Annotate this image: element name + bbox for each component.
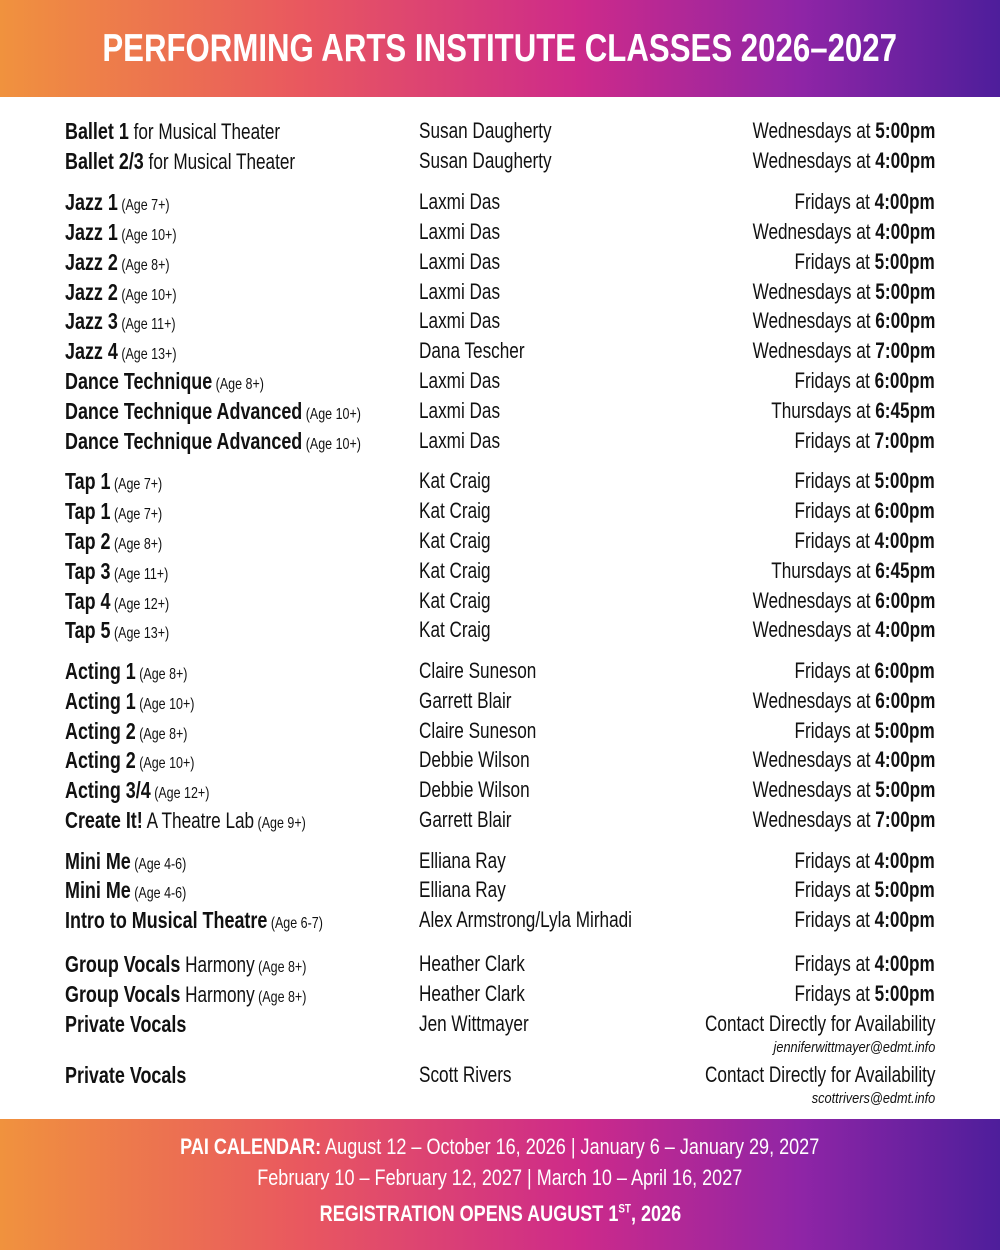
- schedule-time: 4:00pm: [874, 907, 935, 932]
- class-title: [65, 498, 162, 525]
- class-schedule: [752, 118, 935, 144]
- table-row: [0, 249, 1000, 279]
- class-name: Group Vocals: [65, 981, 181, 1007]
- class-title: [65, 1011, 186, 1038]
- class-title: [65, 219, 176, 246]
- class-schedule: [705, 1011, 935, 1037]
- schedule-time: 6:45pm: [874, 398, 935, 423]
- class-title: [65, 1062, 186, 1089]
- class-schedule: [795, 528, 935, 554]
- class-title: [65, 189, 170, 216]
- schedule-day: Fridays at: [794, 428, 875, 453]
- class-title: [65, 848, 186, 875]
- table-row: [0, 558, 1000, 588]
- class-age: (Age 8+): [117, 257, 170, 274]
- class-modifier: Harmony: [180, 952, 255, 977]
- contact-email-link[interactable]: jenniferwittmayer@edmt.info: [773, 1039, 935, 1056]
- instructor-name: Debbie Wilson: [419, 747, 530, 772]
- class-schedule: [795, 368, 935, 394]
- table-row: [0, 1011, 1000, 1041]
- class-name: Ballet 2/3: [65, 148, 144, 174]
- schedule-time: 5:00pm: [874, 279, 935, 304]
- class-name: Private Vocals: [65, 1062, 187, 1088]
- schedule-time: 4:00pm: [874, 848, 935, 873]
- schedule-time: 5:00pm: [874, 877, 935, 902]
- instructor-name: Kat Craig: [419, 588, 491, 613]
- class-name: Jazz 4: [65, 338, 118, 364]
- class-age: (Age 11+): [110, 566, 169, 583]
- instructor-name: Scott Rivers: [419, 1062, 512, 1087]
- table-row: [0, 718, 1000, 748]
- class-name: Tap 1: [65, 468, 111, 494]
- schedule-day: Wednesdays at: [752, 617, 875, 642]
- class-name: Mini Me: [65, 848, 131, 874]
- schedule-day: Fridays at: [794, 249, 875, 274]
- registration-suffix: , 2026: [630, 1201, 681, 1226]
- schedule-time: 5:00pm: [874, 468, 935, 493]
- calendar-dates-2: February 10 – February 12, 2027 | March 10 – April 16, 2027: [257, 1165, 743, 1190]
- class-schedule: [752, 777, 935, 803]
- instructor-name: Kat Craig: [419, 498, 491, 523]
- class-schedule: [752, 807, 935, 833]
- class-name: Jazz 1: [65, 189, 118, 215]
- schedule-day: Fridays at: [794, 951, 875, 976]
- registration-sup: ST: [617, 1201, 631, 1216]
- class-age: (Age 8+): [212, 376, 264, 393]
- class-age: (Age 12+): [110, 596, 170, 613]
- table-row: [0, 907, 1000, 937]
- table-row: [0, 428, 1000, 458]
- schedule-time: 7:00pm: [874, 428, 935, 453]
- table-row: [0, 617, 1000, 647]
- instructor-name: Dana Tescher: [419, 338, 525, 363]
- schedule-day: Wednesdays at: [752, 747, 875, 772]
- class-title: [65, 617, 169, 644]
- instructor-name: Elliana Ray: [419, 848, 506, 873]
- class-age: (Age 10+): [302, 406, 361, 423]
- class-name: Intro to Musical Theatre: [65, 907, 268, 933]
- table-row: [0, 219, 1000, 249]
- class-modifier: for Musical Theater: [128, 119, 281, 144]
- class-modifier: Harmony: [180, 982, 255, 1007]
- class-schedule: [795, 428, 935, 454]
- calendar-dates-1: August 12 – October 16, 2026 | January 6 – January 29, 2027: [321, 1134, 820, 1159]
- class-schedule: [752, 617, 935, 643]
- schedule-time: 4:00pm: [874, 189, 935, 214]
- instructor-name: Heather Clark: [419, 981, 525, 1006]
- class-title: [65, 368, 264, 395]
- schedule-day: Thursdays at: [770, 558, 875, 583]
- class-schedule: [752, 148, 935, 174]
- table-row: [0, 189, 1000, 219]
- table-row: [0, 1062, 1000, 1092]
- instructor-name: Susan Daugherty: [419, 148, 552, 173]
- schedule-time: 4:00pm: [874, 148, 935, 173]
- table-row: [0, 658, 1000, 688]
- class-name: Tap 1: [65, 498, 111, 524]
- class-title: [65, 468, 162, 495]
- class-schedule: [752, 588, 935, 614]
- class-age: (Age 7+): [110, 506, 163, 523]
- table-row: [0, 848, 1000, 878]
- class-age: (Age 12+): [150, 785, 210, 802]
- schedule-day: Fridays at: [794, 189, 875, 214]
- schedule-time: 5:00pm: [874, 777, 935, 802]
- class-schedule: [795, 848, 935, 874]
- class-schedule: [795, 877, 935, 903]
- class-title: [65, 148, 295, 175]
- schedule-day: Wednesdays at: [752, 588, 875, 613]
- schedule-day: Wednesdays at: [752, 118, 875, 143]
- table-row: [0, 279, 1000, 309]
- class-title: [65, 398, 361, 425]
- schedule-day: Fridays at: [794, 368, 875, 393]
- class-age: (Age 10+): [302, 436, 361, 453]
- schedule-time: 4:00pm: [874, 951, 935, 976]
- schedule-time: 5:00pm: [874, 118, 935, 143]
- calendar-line-1: [0, 1134, 1000, 1160]
- table-row: [0, 468, 1000, 498]
- class-name: Acting 1: [65, 658, 136, 684]
- class-age: (Age 8+): [135, 666, 188, 683]
- class-schedule: [795, 718, 935, 744]
- class-title: [65, 249, 170, 276]
- class-title: [65, 338, 176, 365]
- instructor-name: Laxmi Das: [419, 308, 501, 333]
- class-schedule: [795, 189, 935, 215]
- class-title: [65, 907, 323, 934]
- instructor-name: Debbie Wilson: [419, 777, 530, 802]
- class-title: [65, 528, 162, 555]
- instructor-name: Laxmi Das: [419, 428, 501, 453]
- schedule-day: Contact Directly for Availability: [704, 1062, 935, 1087]
- schedule-day: Wednesdays at: [752, 777, 875, 802]
- class-schedule: [771, 558, 935, 584]
- instructor-name: Heather Clark: [419, 951, 525, 976]
- instructor-name: Kat Craig: [419, 617, 491, 642]
- table-row: [0, 118, 1000, 148]
- class-schedule: [752, 279, 935, 305]
- instructor-name: Laxmi Das: [419, 219, 501, 244]
- instructor-name: Laxmi Das: [419, 249, 501, 274]
- class-title: [65, 688, 194, 715]
- schedule-day: Wednesdays at: [752, 148, 875, 173]
- instructor-name: Laxmi Das: [419, 398, 501, 423]
- calendar-line-2: [0, 1165, 1000, 1191]
- class-name: Jazz 2: [65, 279, 118, 305]
- class-name: Tap 3: [65, 558, 111, 584]
- table-row: [0, 498, 1000, 528]
- class-age: (Age 13+): [110, 625, 170, 642]
- schedule-day: Fridays at: [794, 468, 875, 493]
- table-row: [0, 338, 1000, 368]
- schedule-time: 6:00pm: [874, 368, 935, 393]
- class-schedule: [795, 658, 935, 684]
- schedule-time: 4:00pm: [874, 617, 935, 642]
- class-schedule: [752, 338, 935, 364]
- instructor-name: Kat Craig: [419, 558, 491, 583]
- class-age: (Age 10+): [117, 227, 177, 244]
- schedule-day: Fridays at: [794, 718, 875, 743]
- class-name: Group Vocals: [65, 951, 181, 977]
- instructor-name: Kat Craig: [419, 468, 491, 493]
- class-age: (Age 10+): [135, 696, 195, 713]
- table-row: [0, 148, 1000, 178]
- class-name: Acting 1: [65, 688, 136, 714]
- table-row: [0, 877, 1000, 907]
- schedule-day: Fridays at: [794, 981, 875, 1006]
- class-age: (Age 4-6): [130, 856, 187, 873]
- schedule-day: Contact Directly for Availability: [704, 1011, 935, 1036]
- class-schedule: [771, 398, 935, 424]
- class-schedule: [795, 951, 935, 977]
- table-row: [0, 981, 1000, 1011]
- class-name: Dance Technique Advanced: [65, 428, 303, 454]
- class-schedule: [795, 498, 935, 524]
- class-age: (Age 7+): [117, 197, 170, 214]
- class-name: Acting 2: [65, 747, 136, 773]
- instructor-name: Laxmi Das: [419, 368, 501, 393]
- class-name: Tap 2: [65, 528, 111, 554]
- instructor-name: Claire Suneson: [419, 718, 537, 743]
- calendar-label: PAI CALENDAR:: [180, 1134, 322, 1159]
- schedule-day: Wednesdays at: [752, 338, 875, 363]
- class-schedule: [752, 219, 935, 245]
- class-name: Tap 5: [65, 617, 111, 643]
- class-age: (Age 6-7): [267, 915, 323, 932]
- schedule-time: 6:00pm: [874, 658, 935, 683]
- class-name: Dance Technique: [65, 368, 213, 394]
- schedule-day: Wednesdays at: [752, 219, 875, 244]
- class-name: Acting 2: [65, 718, 136, 744]
- class-age: (Age 8+): [135, 726, 188, 743]
- table-row: [0, 777, 1000, 807]
- schedule-time: 6:00pm: [874, 308, 935, 333]
- class-title: [65, 118, 280, 145]
- table-row: [0, 308, 1000, 338]
- class-schedule: [752, 308, 935, 334]
- schedule-day: Wednesdays at: [752, 688, 875, 713]
- schedule-day: Fridays at: [794, 498, 875, 523]
- class-schedule: [795, 249, 935, 275]
- table-row: [0, 398, 1000, 428]
- class-title: [65, 558, 168, 585]
- class-age: (Age 8+): [110, 536, 163, 553]
- schedule-time: 7:00pm: [874, 807, 935, 832]
- class-age: (Age 10+): [117, 287, 177, 304]
- class-schedule: [795, 981, 935, 1007]
- class-age: (Age 13+): [117, 346, 177, 363]
- schedule-day: Fridays at: [794, 528, 875, 553]
- table-row: [0, 588, 1000, 618]
- instructor-name: Kat Craig: [419, 528, 491, 553]
- schedule-time: 6:00pm: [874, 588, 935, 613]
- class-title: [65, 308, 176, 335]
- class-title: [65, 428, 361, 455]
- class-name: Create It!: [65, 807, 143, 833]
- schedule-day: Wednesdays at: [752, 807, 875, 832]
- class-title: [65, 747, 194, 774]
- class-age: (Age 4-6): [130, 885, 187, 902]
- schedule-day: Wednesdays at: [752, 308, 875, 333]
- class-name: Private Vocals: [65, 1011, 187, 1037]
- class-name: Jazz 2: [65, 249, 118, 275]
- instructor-name: Garrett Blair: [419, 688, 512, 713]
- table-row: [0, 951, 1000, 981]
- schedule-time: 7:00pm: [874, 338, 935, 363]
- instructor-name: Jen Wittmayer: [419, 1011, 529, 1036]
- schedule-time: 6:45pm: [874, 558, 935, 583]
- table-row: [0, 807, 1000, 837]
- class-title: [65, 877, 186, 904]
- instructor-name: Laxmi Das: [419, 279, 501, 304]
- class-age: (Age 9+): [254, 815, 306, 832]
- schedule-day: Thursdays at: [770, 398, 875, 423]
- footer-banner: [0, 1119, 1000, 1250]
- class-title: [65, 658, 187, 685]
- table-row: [0, 368, 1000, 398]
- class-name: Ballet 1: [65, 118, 129, 144]
- schedule-day: Fridays at: [794, 658, 875, 683]
- class-schedule: [705, 1062, 935, 1088]
- schedule-time: 4:00pm: [874, 747, 935, 772]
- class-title: [65, 807, 306, 834]
- schedule-time: 5:00pm: [874, 981, 935, 1006]
- instructor-name: Garrett Blair: [419, 807, 512, 832]
- schedule-day: Fridays at: [794, 848, 875, 873]
- registration-prefix: REGISTRATION OPENS AUGUST 1: [319, 1201, 618, 1226]
- contact-email-link[interactable]: scottrivers@edmt.info: [811, 1090, 935, 1107]
- class-title: [65, 718, 187, 745]
- class-schedule: [795, 907, 935, 933]
- schedule-time: 5:00pm: [874, 718, 935, 743]
- registration-notice: [0, 1201, 1000, 1227]
- class-title: [65, 981, 306, 1008]
- class-age: (Age 11+): [117, 316, 176, 333]
- table-row: [0, 747, 1000, 777]
- class-schedule: [752, 747, 935, 773]
- class-name: Tap 4: [65, 588, 111, 614]
- class-modifier: A Theatre Lab: [142, 808, 255, 833]
- class-name: Jazz 3: [65, 308, 118, 334]
- class-age: (Age 7+): [110, 476, 163, 493]
- class-name: Acting 3/4: [65, 777, 151, 803]
- class-schedule: [795, 468, 935, 494]
- instructor-name: Susan Daugherty: [419, 118, 552, 143]
- class-name: Jazz 1: [65, 219, 118, 245]
- instructor-name: Elliana Ray: [419, 877, 506, 902]
- class-name: Mini Me: [65, 877, 131, 903]
- class-name: Dance Technique Advanced: [65, 398, 303, 424]
- schedule-day: Fridays at: [794, 907, 875, 932]
- schedule-time: 5:00pm: [874, 249, 935, 274]
- schedule-time: 4:00pm: [874, 219, 935, 244]
- instructor-name: Alex Armstrong/Lyla Mirhadi: [419, 907, 633, 932]
- schedule-time: 6:00pm: [874, 498, 935, 523]
- table-row: [0, 688, 1000, 718]
- schedule-time: 4:00pm: [874, 528, 935, 553]
- table-row: [0, 528, 1000, 558]
- schedule-day: Wednesdays at: [752, 279, 875, 304]
- class-schedule: [752, 688, 935, 714]
- instructor-name: Claire Suneson: [419, 658, 537, 683]
- class-title: [65, 588, 169, 615]
- page-title: PERFORMING ARTS INSTITUTE CLASSES 2026–2027: [102, 26, 898, 70]
- class-title: [65, 279, 176, 306]
- class-age: (Age 8+): [254, 959, 307, 976]
- instructor-name: Laxmi Das: [419, 189, 501, 214]
- class-title: [65, 777, 209, 804]
- class-age: (Age 8+): [254, 989, 307, 1006]
- class-age: (Age 10+): [135, 755, 195, 772]
- schedule-day: Fridays at: [794, 877, 875, 902]
- class-modifier: for Musical Theater: [143, 149, 296, 174]
- schedule-time: 6:00pm: [874, 688, 935, 713]
- class-title: [65, 951, 306, 978]
